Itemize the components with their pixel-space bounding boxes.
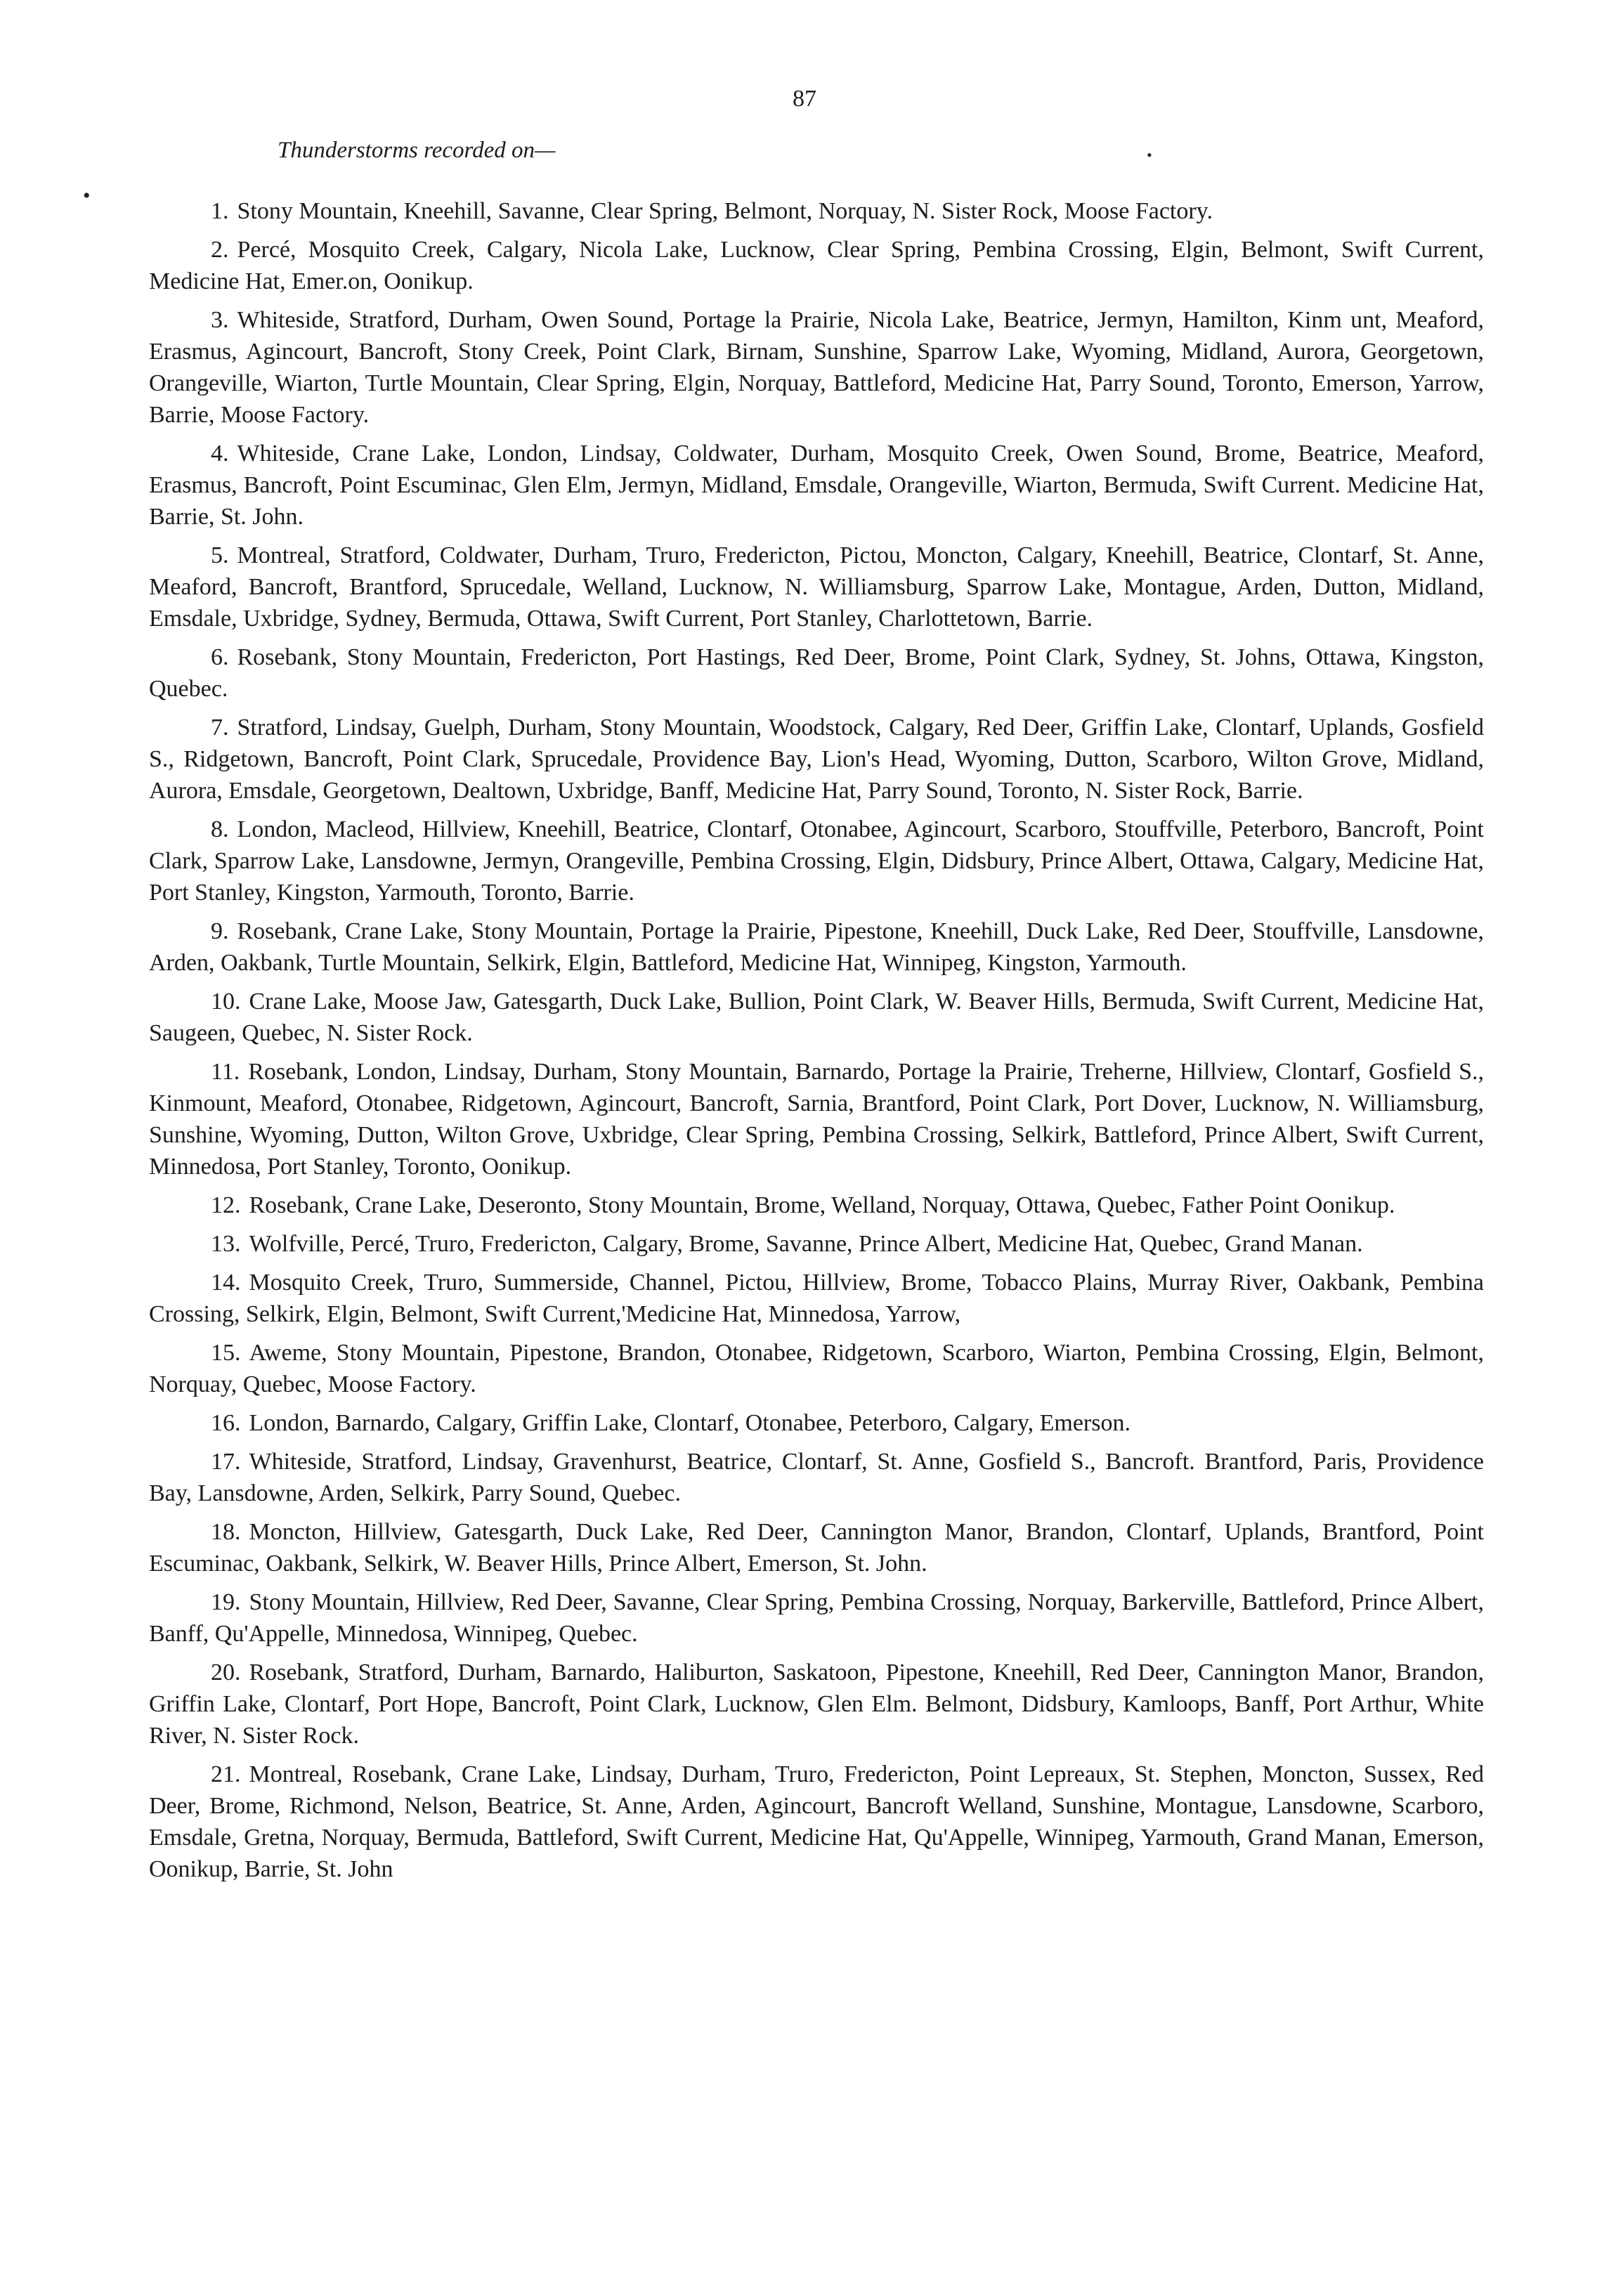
stray-mark: • <box>83 184 91 207</box>
date-entry <box>149 1337 1484 1400</box>
station-list: Whiteside, Crane Lake, London, Lindsay, Coldwater, Durham, Mosquito Creek, Owen Sound, Brome, Beatrice, Meaford, Erasmus, Bancroft, Point Escuminac, Glen Elm, Jermyn, Midland, Emsdale, Orangeville, Wiarton, Bermuda, Swift Current. Medicine Hat, Barrie, St. John. <box>149 441 1484 530</box>
date-entry <box>149 1228 1484 1260</box>
date-entry <box>149 1759 1484 1885</box>
station-list: Rosebank, London, Lindsay, Durham, Stony Mountain, Barnardo, Portage la Prairie, Treherne, Hillview, Clontarf, Gosfield S., Kinmount, Meaford, Otonabee, Ridgetown, Agincourt, Bancroft, Sarnia, Brantford, Point Clark, Port Dover, Lucknow, N. Williamsburg, Sunshine, Wyoming, Dutton, Wilton Grove, Uxbridge, Clear Spring, Pembina Crossing, Selkirk, Battleford, Prince Albert, Swift Current, Minnedosa, Port Stanley, Toronto, Oonikup. <box>149 1059 1484 1180</box>
date-entry <box>149 1446 1484 1509</box>
station-list: Whiteside, Stratford, Durham, Owen Sound, Portage la Prairie, Nicola Lake, Beatrice, Jermyn, Hamilton, Kinm unt, Meaford, Erasmus, Agincourt, Bancroft, Stony Creek, Point Clark, Birnam, Sunshine, Sparrow Lake, Wyoming, Midland, Aurora, Georgetown, Orangeville, Wiarton, Turtle Mountain, Clear Spring, Elgin, Norquay, Battleford, Medicine Hat, Parry Sound, Toronto, Emerson, Yarrow, Barrie, Moose Factory. <box>149 307 1484 428</box>
station-list: Mosquito Creek, Truro, Summerside, Channel, Pictou, Hillview, Brome, Tobacco Plains, Murray River, Oakbank, Pembina Crossing, Selkirk, Elgin, Belmont, Swift Current,'Medicine Hat, Minnedosa, Yarrow, <box>149 1270 1484 1327</box>
entry-number: 21. <box>211 1761 241 1787</box>
section-heading: Thunderstorms recorded on— <box>278 138 556 163</box>
entry-number: 8. <box>211 816 229 842</box>
date-entry <box>149 1189 1484 1221</box>
station-list: Rosebank, Crane Lake, Stony Mountain, Portage la Prairie, Pipestone, Kneehill, Duck Lake, Red Deer, Stouffville, Lansdowne, Arden, Oakbank, Turtle Mountain, Selkirk, Elgin, Battleford, Medicine Hat, Winnipeg, Kingston, Yarmouth. <box>149 918 1484 976</box>
station-list: Rosebank, Crane Lake, Deseronto, Stony Mountain, Brome, Welland, Norquay, Ottawa, Quebec, Father Point Oonikup. <box>249 1192 1395 1218</box>
entry-number: 16. <box>211 1410 241 1436</box>
entry-number: 14. <box>211 1270 241 1296</box>
entry-number: 11. <box>211 1059 240 1085</box>
page-number: 87 <box>793 86 816 112</box>
date-entry <box>149 712 1484 807</box>
entry-number: 4. <box>211 441 229 467</box>
date-entry <box>149 304 1484 431</box>
entry-number: 17. <box>211 1449 241 1475</box>
entry-number: 5. <box>211 542 229 568</box>
date-entry <box>149 986 1484 1049</box>
date-entry <box>149 540 1484 634</box>
date-entry <box>149 1657 1484 1752</box>
station-list: Wolfville, Percé, Truro, Fredericton, Calgary, Brome, Savanne, Prince Albert, Medicine Hat, Quebec, Grand Manan. <box>249 1231 1363 1257</box>
station-list: Aweme, Stony Mountain, Pipestone, Brandon, Otonabee, Ridgetown, Scarboro, Wiarton, Pembina Crossing, Elgin, Belmont, Norquay, Quebec, Moose Factory. <box>149 1340 1484 1397</box>
entry-number: 13. <box>211 1231 241 1257</box>
entry-number: 3. <box>211 307 229 333</box>
entry-number: 2. <box>211 237 229 263</box>
station-list: Moncton, Hillview, Gatesgarth, Duck Lake, Red Deer, Cannington Manor, Brandon, Clontarf, Uplands, Brantford, Point Escuminac, Oakbank, Selkirk, W. Beaver Hills, Prince Albert, Emerson, St. John. <box>149 1519 1484 1577</box>
station-list: Montreal, Rosebank, Crane Lake, Lindsay, Durham, Truro, Fredericton, Point Lepreaux, St. Stephen, Moncton, Sussex, Red Deer, Brome, Richmond, Nelson, Beatrice, St. Anne, Arden, Agincourt, Bancroft Welland, Sunshine, Montague, Lansdowne, Scarboro, Emsdale, Gretna, Norquay, Bermuda, Battleford, Swift Current, Medicine Hat, Qu'Appelle, Winnipeg, Yarmouth, Grand Manan, Emerson, Oonikup, Barrie, St. John <box>149 1761 1484 1882</box>
entry-number: 19. <box>211 1589 241 1615</box>
station-list: Whiteside, Stratford, Lindsay, Gravenhurst, Beatrice, Clontarf, St. Anne, Gosfield S., Bancroft. Brantford, Paris, Providence Bay, Lansdowne, Arden, Selkirk, Parry Sound, Quebec. <box>149 1449 1484 1506</box>
station-list: Stony Mountain, Hillview, Red Deer, Savanne, Clear Spring, Pembina Crossing, Norquay, Barkerville, Battleford, Prince Albert, Banff, Qu'Appelle, Minnedosa, Winnipeg, Quebec. <box>149 1589 1484 1647</box>
station-list: Rosebank, Stratford, Durham, Barnardo, Haliburton, Saskatoon, Pipestone, Kneehill, Red Deer, Cannington Manor, Brandon, Griffin Lake, Clontarf, Port Hope, Bancroft, Point Clark, Lucknow, Glen Elm. Belmont, Didsbury, Kamloops, Banff, Port Arthur, White River, N. Sister Rock. <box>149 1659 1484 1749</box>
entry-number: 10. <box>211 989 241 1015</box>
date-entry <box>149 1586 1484 1650</box>
entry-number: 15. <box>211 1340 241 1366</box>
station-list: Rosebank, Stony Mountain, Fredericton, Port Hastings, Red Deer, Brome, Point Clark, Sydney, St. Johns, Ottawa, Kingston, Quebec. <box>149 644 1484 702</box>
entry-number: 9. <box>211 918 229 944</box>
station-list: Montreal, Stratford, Coldwater, Durham, Truro, Fredericton, Pictou, Moncton, Calgary, Kneehill, Beatrice, Clontarf, St. Anne, Meaford, Bancroft, Brantford, Sprucedale, Welland, Lucknow, N. Williamsburg, Sparrow Lake, Montague, Arden, Dutton, Midland, Emsdale, Uxbridge, Sydney, Bermuda, Ottawa, Swift Current, Port Stanley, Charlottetown, Barrie. <box>149 542 1484 632</box>
entry-list <box>149 195 1484 1892</box>
station-list: Percé, Mosquito Creek, Calgary, Nicola Lake, Lucknow, Clear Spring, Pembina Crossing, Elgin, Belmont, Swift Current, Medicine Hat, Emer.on, Oonikup. <box>149 237 1484 294</box>
entry-number: 20. <box>211 1659 241 1685</box>
entry-number: 12. <box>211 1192 241 1218</box>
entry-number: 1. <box>211 198 229 224</box>
station-list: Stratford, Lindsay, Guelph, Durham, Stony Mountain, Woodstock, Calgary, Red Deer, Griffin Lake, Clontarf, Uplands, Gosfield S., Ridgetown, Bancroft, Point Clark, Sprucedale, Providence Bay, Lion's Head, Wyoming, Dutton, Scarboro, Wilton Grove, Midland, Aurora, Emsdale, Georgetown, Dealtown, Uxbridge, Banff, Medicine Hat, Parry Sound, Toronto, N. Sister Rock, Barrie. <box>149 715 1484 804</box>
entry-number: 6. <box>211 644 229 670</box>
date-entry <box>149 195 1484 227</box>
entry-number: 18. <box>211 1519 241 1545</box>
date-entry <box>149 234 1484 297</box>
date-entry <box>149 1516 1484 1579</box>
date-entry <box>149 1267 1484 1330</box>
date-entry <box>149 814 1484 908</box>
date-entry <box>149 1407 1484 1439</box>
date-entry <box>149 438 1484 533</box>
station-list: London, Barnardo, Calgary, Griffin Lake, Clontarf, Otonabee, Peterboro, Calgary, Emerson. <box>249 1410 1131 1436</box>
date-entry <box>149 641 1484 705</box>
station-list: Crane Lake, Moose Jaw, Gatesgarth, Duck Lake, Bullion, Point Clark, W. Beaver Hills, Bermuda, Swift Current, Medicine Hat, Saugeen, Quebec, N. Sister Rock. <box>149 989 1484 1046</box>
date-entry <box>149 1056 1484 1182</box>
entry-number: 7. <box>211 715 229 741</box>
stray-mark: • <box>1147 146 1152 164</box>
date-entry <box>149 915 1484 979</box>
station-list: Stony Mountain, Kneehill, Savanne, Clear Spring, Belmont, Norquay, N. Sister Rock, Moose Factory. <box>237 198 1213 224</box>
station-list: London, Macleod, Hillview, Kneehill, Beatrice, Clontarf, Otonabee, Agincourt, Scarboro, Stouffville, Peterboro, Bancroft, Point Clark, Sparrow Lake, Lansdowne, Jermyn, Orangeville, Pembina Crossing, Elgin, Didsbury, Prince Albert, Ottawa, Calgary, Medicine Hat, Port Stanley, Kingston, Yarmouth, Toronto, Barrie. <box>149 816 1484 906</box>
